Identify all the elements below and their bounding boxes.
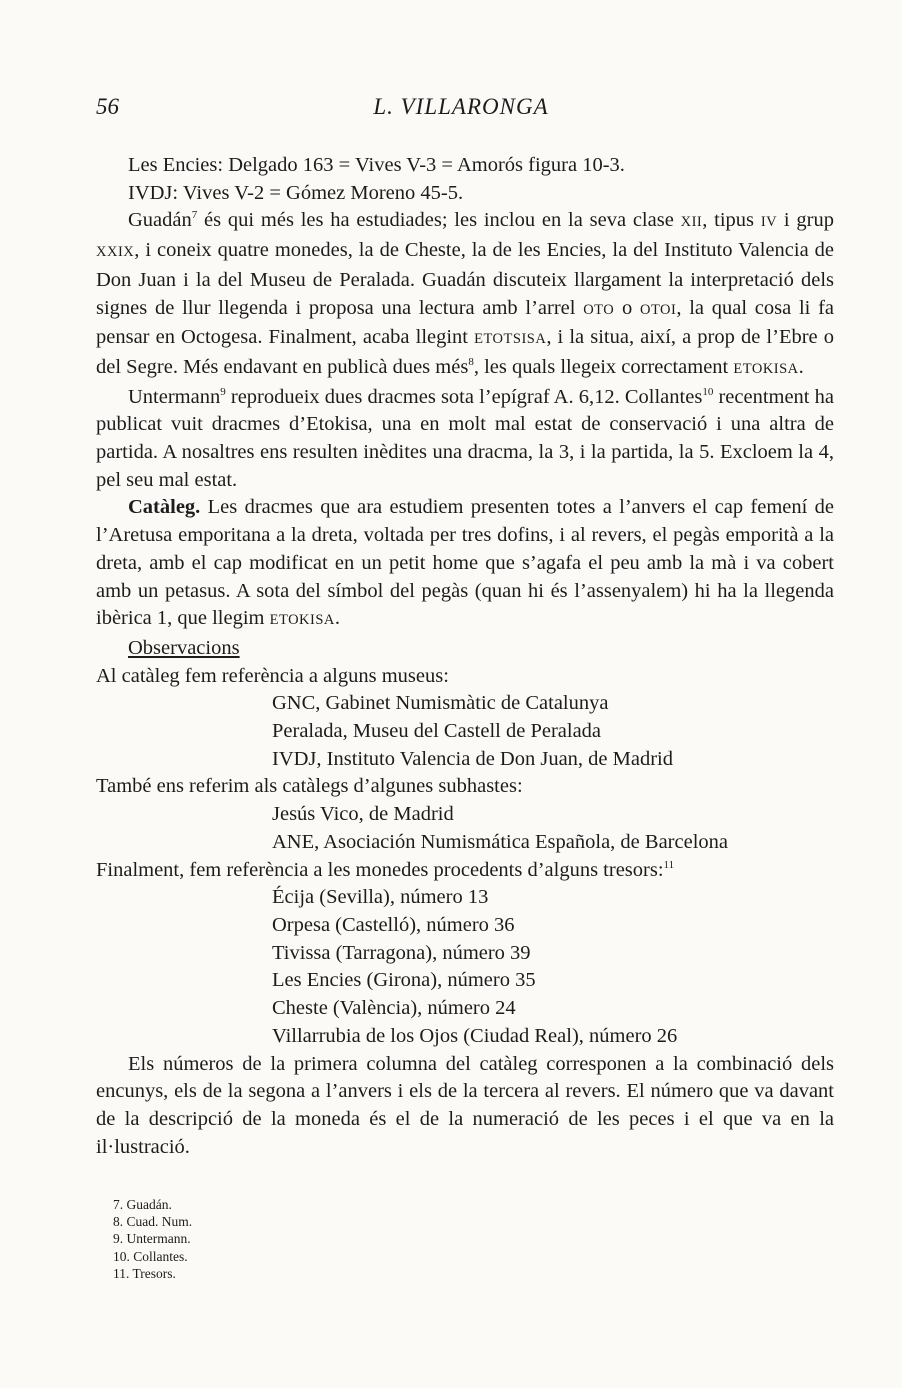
text-run: és qui més les ha estudiades; les inclou en la seva clase bbox=[197, 209, 681, 232]
footnote-11: 11. Tresors. bbox=[113, 1265, 176, 1281]
small-caps: ETOKISA bbox=[733, 360, 799, 377]
small-caps: ETOTSISA bbox=[474, 331, 547, 348]
list-item: Orpesa (Castelló), número 36 bbox=[272, 913, 515, 936]
museums-intro: Al catàleg fem referència a alguns museus: bbox=[96, 664, 449, 687]
running-head bbox=[96, 94, 826, 134]
text-run: o bbox=[614, 296, 640, 319]
footnote-ref-8[interactable]: 8 bbox=[468, 355, 474, 368]
list-item: IVDJ, Instituto Valencia de Don Juan, de Madrid bbox=[272, 747, 674, 770]
footnote-10: 10. Collantes. bbox=[113, 1248, 188, 1264]
text-run: , la qual cosa li fa pensar en Octogesa. Finalment, acaba llegint bbox=[96, 296, 834, 349]
small-caps: OTOI bbox=[639, 301, 677, 318]
paragraph-les-encies: Les Encies: Delgado 163 = Vives V-3 = Amorós figura 10-3. bbox=[128, 154, 625, 176]
text-run: . bbox=[798, 355, 804, 378]
small-caps: XXIX bbox=[96, 244, 135, 261]
body-text bbox=[96, 152, 834, 1161]
list-item: Peralada, Museu del Castell de Peralada bbox=[272, 720, 602, 743]
list-item: Tivissa (Tarragona), número 39 bbox=[272, 941, 531, 964]
small-caps: IV bbox=[760, 214, 778, 231]
list-item: Les Encies (Girona), número 35 bbox=[272, 969, 536, 992]
paragraph-catalog-columns: Els números de la primera columna del catàleg corresponen a la combinació dels encunys, els de la segona a l’anvers i els de la tercera al revers. El número que va davant de la descripció de la moneda és el de la numeració de les peces i el que va en la il·lustració. bbox=[96, 1052, 834, 1158]
section-heading-observacions: Observacions bbox=[128, 636, 240, 659]
list-item: Cheste (València), número 24 bbox=[272, 997, 516, 1020]
small-caps: ETOKISA bbox=[269, 612, 335, 629]
section-label-cataleg: Catàleg. bbox=[128, 496, 201, 519]
list-item: GNC, Gabinet Numismàtic de Catalunya bbox=[272, 692, 609, 715]
museums-list bbox=[96, 690, 834, 773]
text-run: , i coneix quatre monedes, la de Cheste, la de les Encies, la del Instituto Valencia de Don Juan i la del Museu de Peralada. Guadán discuteix llargament la interpretació dels signes de llur llegenda i proposa una lectura amb l’arrel bbox=[96, 239, 834, 319]
text-run: Guadán bbox=[128, 209, 192, 232]
footnote-7: 7. Guadán. bbox=[113, 1197, 172, 1212]
auctions-intro: També ens referim als catàlegs d’algunes subhastes: bbox=[96, 775, 523, 798]
small-caps: OTO bbox=[583, 301, 615, 318]
paragraph-cataleg bbox=[96, 494, 834, 635]
footnote-ref-9[interactable]: 9 bbox=[220, 385, 226, 398]
footnote-9: 9. Untermann. bbox=[113, 1231, 191, 1247]
footnotes bbox=[113, 1196, 192, 1282]
list-item: Villarrubia de los Ojos (Ciudad Real), número 26 bbox=[272, 1024, 678, 1047]
text-run: , i la situa, així, a prop de l’Ebre o del Segre. Més endavant en publicà dues més bbox=[96, 326, 834, 378]
list-item: ANE, Asociación Numismática Española, de Barcelona bbox=[272, 830, 728, 853]
footnote-ref-10[interactable]: 10 bbox=[702, 385, 714, 398]
text-run: i grup bbox=[777, 209, 834, 232]
paragraph-untermann bbox=[96, 384, 834, 495]
text-run: Finalment, fem referència a les monedes procedents d’alguns tresors: bbox=[96, 858, 664, 881]
hoards-list bbox=[96, 884, 834, 1050]
list-item: Jesús Vico, de Madrid bbox=[272, 803, 454, 826]
list-item: Écija (Sevilla), número 13 bbox=[272, 886, 489, 909]
paragraph-ivdj: IVDJ: Vives V-2 = Gómez Moreno 45-5. bbox=[128, 181, 464, 204]
text-run: . bbox=[334, 607, 341, 630]
auctions-list bbox=[96, 801, 834, 856]
small-caps: XII bbox=[680, 214, 703, 231]
text-run: recentment ha publicat vuit dracmes d’Etokisa, una en molt mal estat de conservació i una altra de partida. A nosaltres ens resulten inèdites una dracma, la 3, i la partida, la 5. Excloem la 4, pel seu mal estat. bbox=[96, 385, 834, 491]
footnote-ref-7[interactable]: 7 bbox=[191, 209, 198, 222]
page-number: 56 bbox=[96, 94, 119, 119]
footnote-ref-11[interactable]: 11 bbox=[663, 858, 675, 871]
text-run: , les quals llegeix correctament bbox=[473, 355, 734, 378]
text-run: reprodueix dues dracmes sota l’epígraf A. 6,12. Collantes bbox=[225, 385, 703, 408]
hoards-intro bbox=[96, 857, 834, 885]
paragraph-guadan bbox=[96, 207, 834, 383]
text-run: , tipus bbox=[702, 209, 761, 232]
text-run: Untermann bbox=[128, 385, 221, 408]
running-title: L. VILLARONGA bbox=[373, 94, 549, 119]
text-run: Les dracmes que ara estudiem presenten totes a l’anvers el cap femení de l’Aretusa emporitana a la dreta, voltada per tres dofins, i al revers, el pegàs emporità a la dreta, amb el cap modificat en un petit home que s’agafa el peu amb la mà i va cobert amb un petasus. A sota del símbol del pegàs (quan hi és l’assenyalem) hi ha la llegenda ibèrica 1, que llegim bbox=[96, 496, 834, 630]
footnote-8: 8. Cuad. Num. bbox=[113, 1214, 193, 1230]
